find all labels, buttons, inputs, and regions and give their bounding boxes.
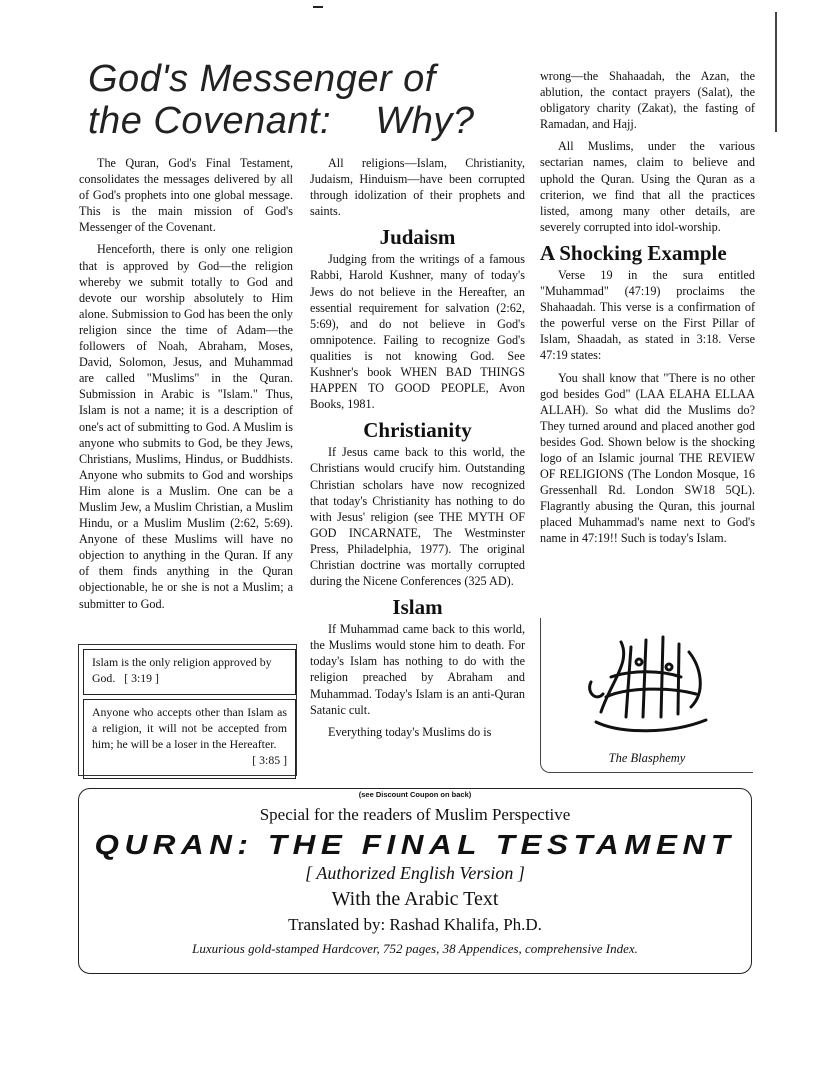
paragraph: Verse 19 in the sura entitled "Muhammad" (47:19) proclaims the Shahaadah. This verse is a confirmation of the powerful verse on the First Pillar of Islam, Shaadah, as stated in 3:18. Verse 47:19 states: bbox=[540, 267, 755, 363]
heading-judaism: Judaism bbox=[379, 225, 456, 250]
paragraph: wrong—the Shahaadah, the Azan, the ablution, the contact prayers (Salat), the obligatory charity (Zakat), the fasting of Ramadan, and Hajj. bbox=[540, 69, 755, 132]
paragraph: All Muslims, under the various sectarian names, claim to believe and uphold the Quran. Using the Quran as a criterion, we find that all the practices listed, among many other details, are severely corrupted into idol-worship. bbox=[540, 139, 755, 234]
heading-christianity: Christianity bbox=[363, 418, 472, 443]
paragraph: Henceforth, there is only one religion that is approved by God—the religion whereby we submit totally to God and devote our worship absolutely to Him alone. Submission to God has been the only religion since the time of Adam—the followers of Noah, Abraham, Moses, David, Solomon, Jesus, and Muhammad are called "Muslims" in the Quran. Submission in Arabic is "Islam." Thus, Islam is not a name; it is a description of one's act of submitting to God. A Muslim is anyone who submits to God, be they Jews, Christians, Muslims, Hindus, or Buddhists. Anyone who submits to God and worships Him alone is a Muslim. One can be a Muslim Jew, a Muslim Christian, a Muslim Hindu, or a Muslim Muslim (2:62, 5:69). Anyone of these Muslims will have no objection to anything in the Quran. If any of them finds anything in the Quran objectionable, he or she is not a Muslim; a submitter to God. bbox=[79, 242, 293, 611]
coupon-note: (see Discount Coupon on back) bbox=[358, 790, 472, 799]
quote-text: Anyone who accepts other than Islam as a religion, it will not be accepted from him; he will be a loser in the Hereafter. bbox=[92, 705, 287, 751]
page-title bbox=[88, 58, 518, 142]
heading-shocking-example: A Shocking Example bbox=[540, 240, 727, 265]
title-line-2: the Covenant: Why? bbox=[88, 100, 475, 142]
column-2 bbox=[310, 155, 525, 746]
paragraph: Judging from the writings of a famous Rabbi, Harold Kushner, many of today's Jews do not believe in the Hereafter, an essential requirement for salvation (2:62, 5:69), and do not believe in God's omnipotence. Failing to recognize God's qualities is not knowing God. See Kushner's book WHEN BAD THINGS HAPPEN TO GOOD PEOPLE, Avon Books, 1981. bbox=[310, 252, 525, 412]
paragraph: All religions—Islam, Christianity, Judaism, Hinduism—have been corrupted through idolization of their prophets and saints. bbox=[310, 156, 525, 219]
paragraph: The Quran, God's Final Testament, consolidates the messages delivered by all of God's prophets into one global message. This is the main mission of God's Messenger of the Covenant. bbox=[79, 156, 293, 235]
ad-translator: Translated by: Rashad Khalifa, Ph.D. bbox=[288, 915, 542, 934]
calligraphy-logo-icon bbox=[581, 622, 716, 740]
paragraph: Everything today's Muslims do is bbox=[328, 724, 492, 739]
logo-caption: The Blasphemy bbox=[608, 751, 686, 765]
ad-arabic-text: With the Arabic Text bbox=[331, 888, 499, 910]
quote-ref: [ 3:19 ] bbox=[124, 671, 159, 685]
quote-box-1 bbox=[83, 649, 296, 695]
book-advertisement bbox=[78, 788, 752, 974]
right-edge-line bbox=[775, 12, 777, 132]
top-mark bbox=[313, 6, 323, 8]
column-1 bbox=[79, 155, 293, 618]
ad-book-title: QURAN: THE FINAL TESTAMENT bbox=[94, 829, 736, 860]
quote-box-2 bbox=[83, 699, 296, 779]
quote-text: Islam is the only religion approved by God. bbox=[92, 655, 272, 685]
paragraph: You shall know that "There is no other god besides God" (LAA ELAHA ELLAA ALLAH). So what did the Muslims do? They turned around and placed another god besides God. Shown below is the shocking logo of an Islamic journal THE REVIEW OF RELIGIONS (The London Mosque, 16 Gressenhall Rd. London SW18 5QL). Flagrantly abusing the Quran, this journal placed Muhammad's name next to God's name in 47:19!! Such is today's Islam. bbox=[540, 370, 755, 546]
column-3 bbox=[540, 68, 755, 553]
blasphemy-logo bbox=[540, 618, 753, 773]
ad-special-line: Special for the readers of Muslim Perspective bbox=[259, 805, 571, 824]
ad-version: [ Authorized English Version ] bbox=[305, 863, 525, 883]
title-line-1: God's Messenger of bbox=[88, 58, 436, 100]
paragraph: If Jesus came back to this world, the Christians would crucify him. Outstanding Christian scholars have now recognized that today's Christianity has nothing to do with Jesus' religion (see THE MYTH OF GOD INCARNATE, The Westminster Press, Philadelphia, 1977). The original Christian doctrine was mortally corrupted during the Nicene Conferences (325 AD). bbox=[310, 445, 525, 589]
heading-islam: Islam bbox=[392, 595, 443, 620]
quote-ref: [ 3:85 ] bbox=[252, 753, 287, 767]
ad-description: Luxurious gold-stamped Hardcover, 752 pages, 38 Appendices, comprehensive Index. bbox=[192, 941, 638, 956]
paragraph: If Muhammad came back to this world, the Muslims would stone him to death. For today's Islam has nothing to do with the religion preached by Abraham and Muhammad. Today's Islam is an anti-Quran Satanic cult. bbox=[310, 622, 525, 717]
